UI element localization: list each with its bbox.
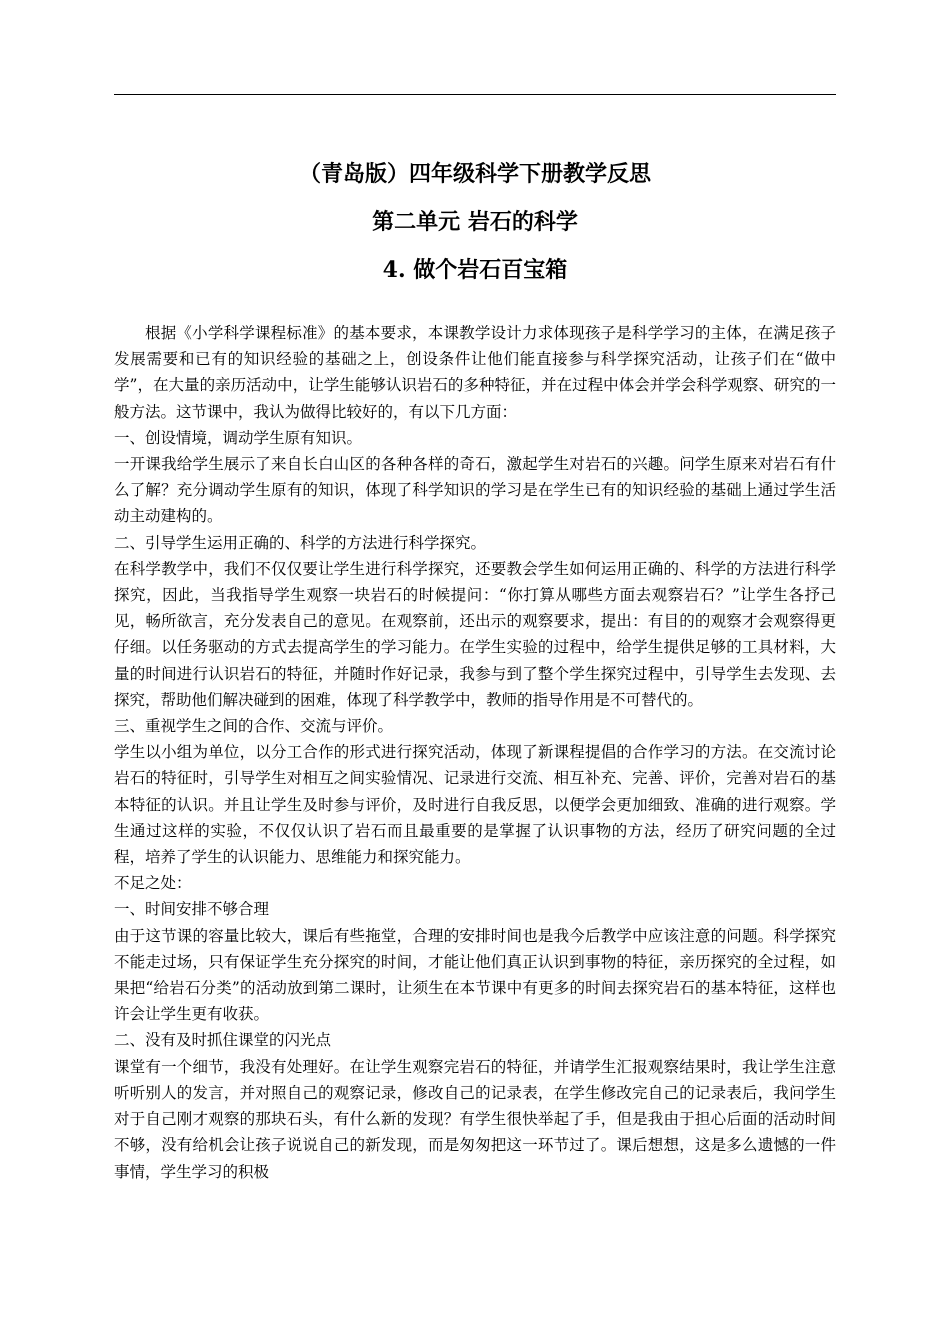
section-heading: 二、没有及时抓住课堂的闪光点: [114, 1031, 332, 1050]
unit-title: 第二单元 岩石的科学: [372, 209, 578, 235]
body-paragraph: 在科学教学中，我们不仅仅要让学生进行科学探究，还要教会学生如何运用正确的、科学的方法进行科学探究，因此，当我指导学生观察一块岩石的时候提问：“你打算从哪些方面去观察岩石？”让学生各抒己见，畅所欲言，充分发表自己的意见。在观察前，还出示的观察要求，提出：有目的的观察才会观察得更仔细。以任务驱动的方式去提高学生的学习能力。在学生实验的过程中，给学生提供足够的工具材料，大量的时间进行认识岩石的特征，并随时作好记录，我参与到了整个学生探究过程中，引导学生去发现、去探究，帮助他们解决碰到的困难，体现了科学教学中，教师的指导作用是不可替代的。: [114, 559, 836, 709]
lesson-title: 4. 做个岩石百宝箱: [382, 257, 568, 283]
intro-paragraph: 根据《小学科学课程标准》的基本要求，本课教学设计力求体现孩子是科学学习的主体，在满足孩子发展需要和已有的知识经验的基础之上，创设条件让他们能直接参与科学探究活动，让孩子们在“做中学”，在大量的亲历活动中，让学生能够认识岩石的多种特征，并在过程中体会并学会科学观察、研究的一般方法。这节课中，我认为做得比较好的，有以下几方面：: [114, 324, 836, 421]
body-paragraph: 学生以小组为单位，以分工合作的形式进行探究活动，体现了新课程提倡的合作学习的方法。在交流讨论岩石的特征时，引导学生对相互之间实验情况、记录进行交流、相互补充、完善、评价，完善对岩石的基本特征的认识。并且让学生及时参与评价，及时进行自我反思，以便学会更加细致、准确的进行观察。学生通过这样的实验，不仅仅认识了岩石而且最重要的是掌握了认识事物的方法，经历了研究问题的全过程，培养了学生的认识能力、思维能力和探究能力。: [114, 743, 836, 867]
section-heading: 三、重视学生之间的合作、交流与评价。: [114, 717, 394, 736]
body-paragraph: 由于这节课的容量比较大，课后有些拖堂，合理的安排时间也是我今后教学中应该注意的问题。科学探究不能走过场，只有保证学生充分探究的时间，才能让他们真正认识到事物的特征，亲历探究的全过程，如果把“给岩石分类”的活动放到第二课时，让须生在本节课中有更多的时间去探究岩石的基本特征，这样也许会让学生更有收获。: [114, 926, 836, 1024]
body-paragraph: 课堂有一个细节，我没有处理好。在让学生观察完岩石的特征，并请学生汇报观察结果时，我让学生注意听听别人的发言，并对照自己的观察记录，修改自己的记录表，在学生修改完自己的记录表后，我问学生对于自己刚才观察的那块石头，有什么新的发现？有学生很快举起了手，但是我由于担心后面的活动时间不够，没有给机会让孩子说说自己的新发现，而是匆匆把这一环节过了。课后想想，这是多么遗憾的一件事情，学生学习的积极: [114, 1057, 836, 1181]
section-heading: 一、创设情境，调动学生原有知识。: [114, 428, 363, 447]
section-heading: 二、引导学生运用正确的、科学的方法进行科学探究。: [114, 533, 487, 552]
body-paragraph: 一开课我给学生展示了来自长白山区的各种各样的奇石，激起学生对岩石的兴趣。问学生原来对岩石有什么了解？充分调动学生原有的知识，体现了科学知识的学习是在学生已有的知识经验的基础上通过学生活动主动建构的。: [114, 455, 836, 526]
document-body: [114, 320, 836, 1185]
section-heading: 一、时间安排不够合理: [114, 900, 270, 919]
document-title: （青岛版）四年级科学下册教学反思: [298, 161, 651, 187]
header-rule: [114, 94, 836, 95]
shortcomings-heading: 不足之处：: [114, 874, 192, 893]
title-block: [114, 150, 836, 294]
